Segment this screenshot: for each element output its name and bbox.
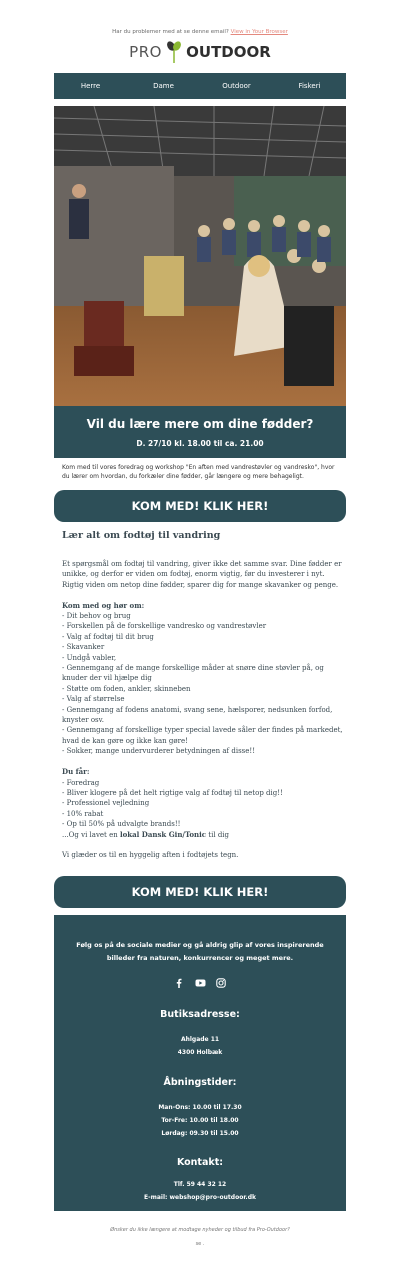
phone-number[interactable]: Tlf. 59 44 32 12 [173, 1181, 227, 1188]
event-banner [54, 406, 346, 458]
leaf-icon [167, 40, 181, 64]
topics-list [62, 611, 344, 757]
list-item: - Gennemgang af fodens anatomi, svang sene, hælsporer, nedsunken forfod, knyster osv. [62, 705, 333, 725]
logo-outdoor-text: OUTDOOR [186, 43, 271, 61]
youtube-icon[interactable] [195, 973, 205, 983]
main-nav [54, 73, 346, 99]
hours-line: Man-Ons: 10.00 til 17.30 [158, 1104, 242, 1111]
list-item: - Bliver klogere på det helt rigtige valg af fodtøj til netop dig!! [62, 788, 283, 797]
address-line: 4300 Holbæk [177, 1049, 223, 1056]
list-item: - Professionel vejledning [62, 799, 150, 808]
list-item: - Undgå vabler, [62, 653, 117, 662]
nav-item-dame[interactable]: Dame [153, 82, 174, 90]
social-links [54, 973, 346, 983]
list-item: - Gennemgang af de mange forskellige måder at snøre dine støvler på, og knuder der vil hjælpe dig [62, 664, 324, 683]
list-item: - Dit behov og brug [62, 612, 131, 621]
event-date: D. 27/10 kl. 18.00 til ca. 21.00 [136, 439, 264, 448]
hero-image[interactable] [54, 106, 346, 406]
hours-line: Lørdag: 09.30 til 15.00 [161, 1130, 239, 1137]
benefits-list [62, 778, 344, 840]
unsubscribe-text: Ønsker du ikke længere at modtage nyheder og tilbud fra Pro-Outdoor? [110, 1227, 290, 1233]
banner-title: Vil du lære mere om dine fødder? [86, 417, 314, 431]
address-line: Ahlgade 11 [180, 1036, 220, 1043]
list-item: - Forskellen på de forskellige vandresko og vandrestøvler [62, 622, 267, 631]
preheader [0, 29, 400, 35]
facebook-icon[interactable] [174, 973, 184, 983]
view-in-browser-link[interactable]: View in Your Browser [230, 29, 288, 35]
contact-title: Kontakt: [176, 1157, 224, 1168]
unsubscribe-link[interactable]: se . [195, 1241, 205, 1247]
brand-logo[interactable] [0, 40, 400, 70]
preheader-text: Har du problemer med at se denne email? [112, 29, 229, 35]
article-body [62, 559, 344, 871]
contact-info [54, 1178, 346, 1204]
list-item: - Skavanker [62, 643, 105, 652]
list-item: - Gennemgang af forskellige typer special lavede såler der findes på markedet, hvad de kan gøre og ikke kan gøre! [62, 726, 343, 745]
closing-text: Vi glæder os til en hyggelig aften i fodtøjets tegn. [62, 851, 239, 860]
opening-hours-title: Åbningstider: [163, 1077, 237, 1088]
list-item: - Sokker, mange undervurderer betydningen af disse!! [62, 747, 256, 756]
nav-item-herre[interactable]: Herre [80, 82, 101, 90]
nav-item-fiskeri[interactable]: Fiskeri [298, 82, 321, 90]
intro-paragraph: Et spørgsmål om fodtøj til vandring, giver ikke det samme svar. Dine fødder er unikke, og derfor er viden om fodtøj, enorm vigtig, før du investerer i nyt. Rigtig viden om netop dine fødder, sparer dig for mange skavanker og penge. [62, 560, 342, 589]
store-event-photo [54, 106, 346, 406]
list-item: - Op til 50% på udvalgte brands!! [62, 820, 181, 829]
opening-hours [54, 1101, 346, 1140]
list-item: - Foredrag [62, 778, 100, 787]
list-item: - 10% rabat [62, 809, 104, 818]
hours-line: Tor-Fre: 10.00 til 18.00 [161, 1117, 239, 1124]
email-link[interactable]: E-mail: webshop@pro-outdoor.dk [144, 1194, 256, 1201]
cta-button-bottom[interactable]: KOM MED! KLIK HER! [54, 876, 346, 908]
intro-text: Kom med til vores foredrag og workshop "En aften med vandrestøvler og vandresko", hvor du lærer om hvordan, du forkæler dine fødder, går længere og mere behageligt. [62, 464, 335, 480]
logo-pro-text: PRO [129, 43, 162, 61]
topics-title: Kom med og hør om: [62, 600, 145, 610]
cta-button-top[interactable]: KOM MED! KLIK HER! [54, 490, 346, 522]
list-item: - Valg af fodtøj til dit brug [62, 632, 154, 641]
footer [54, 915, 346, 1211]
instagram-icon[interactable] [216, 973, 226, 983]
store-address [54, 1033, 346, 1059]
list-item: ...Og vi lavet en lokal Dansk Gin/Tonic til dig [62, 829, 230, 839]
section-heading: Lær alt om fodtøj til vandring [62, 530, 221, 541]
list-item: - Valg af størrelse [62, 695, 125, 704]
list-item: - Støtte om foden, ankler, skinneben [62, 684, 191, 693]
social-follow-text: Følg os på de sociale medier og gå aldrig glip af vores inspirerende billeder fra naturen, konkurrencer og meget mere. [76, 941, 324, 962]
store-address-title: Butiksadresse: [160, 1009, 240, 1020]
nav-item-outdoor[interactable]: Outdoor [222, 82, 251, 90]
benefits-title: Du får: [62, 767, 90, 777]
